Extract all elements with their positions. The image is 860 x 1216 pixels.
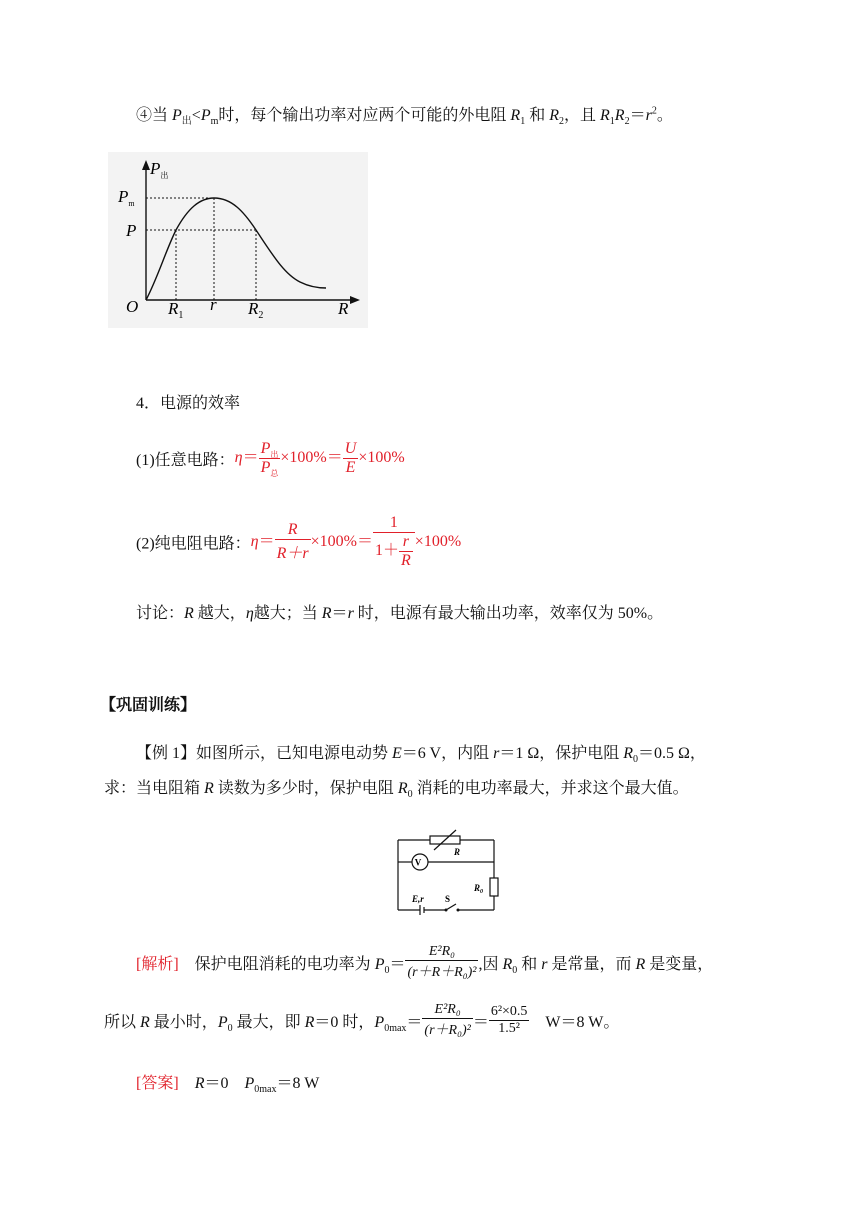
origin-label: O <box>126 297 139 316</box>
example-line-2: 求：当电阻箱 R 读数为多少时，保护电阻 $R_0$ 消耗的电功率最大，并求这个最大值。 <box>104 780 689 801</box>
analysis-fraction-3: $\frac{\text{6²×0.5}}{\text{1.5²}}$ <box>490 1004 528 1036</box>
section-4-title: 4．电源的效率 <box>136 395 241 412</box>
r1-label: $R_1$ <box>168 299 184 321</box>
switch-label: S <box>445 894 451 904</box>
graph-background <box>108 152 368 328</box>
efficiency-any-circuit: (1)任意电路：η＝ $\frac{P_出}{P_总}$ ×100%＝ $\frac{U}{E}$ ×100% <box>136 440 405 479</box>
efficiency-fraction-voltage: $\frac{U}{E}$ <box>344 440 357 476</box>
answer-line: [答案] R＝0 $P_{0max}=8$ W <box>136 1075 320 1096</box>
power-curve-graph <box>108 152 368 328</box>
example-line-1: 【例 1】如图所示，已知电源电动势 E＝6 V，内阻 r＝1 Ω，保护电阻 $R_0=0.5$ Ω， <box>136 745 706 766</box>
efficiency-fraction-resistance: $\frac{R}{R+r}$ <box>276 521 309 562</box>
y-axis-label: $P_出$ <box>150 159 169 180</box>
rheostat-label: R <box>454 847 461 857</box>
analysis-line-1: [解析] 保护电阻消耗的电功率为 $P_0=$ $\frac{\text{E²R₀}}{\text{(r＋R＋R₀)²}}$ ,因 $R_0$ 和 r 是常量，而 R 是变量， <box>136 944 714 980</box>
pm-label: $P_m$ <box>118 187 135 208</box>
item4-line: ④当 $P_出<P_m$时，每个输出功率对应两个可能的外电阻 $R_1$ 和 $R_2$，且 $R_1R_2=r^2$。 <box>136 105 673 128</box>
switch-icon <box>446 904 456 910</box>
discussion-line: 讨论：R 越大，η越大；当 R＝r 时，电源有最大输出功率，效率仅为 50%。 <box>136 605 664 622</box>
r0-label: $R_0$ <box>474 883 484 895</box>
battery-label: E,r <box>412 894 424 904</box>
efficiency-pure-resistive: (2)纯电阻电路：η＝ $\frac{R}{R+r}$ ×100%＝ 1 1＋ $\frac{r}{R}$ ×100% <box>136 514 462 569</box>
voltmeter-label: V <box>414 857 422 868</box>
r-label: r <box>210 295 217 314</box>
consolidation-heading: 【巩固训练】 <box>100 697 197 714</box>
efficiency-fraction-power: $\frac{P_出}{P_总}$ <box>260 440 279 479</box>
x-axis-label: R <box>338 299 349 318</box>
p-label: P <box>126 221 137 240</box>
r0-resistor <box>490 878 498 896</box>
analysis-fraction-2: $\frac{\text{E²R₀}}{\text{(r＋R₀)²}}$ <box>424 1002 471 1038</box>
analysis-line-2: 所以 R 最小时，$P_0$ 最大，即 R＝0 时，$P_{0max}=$ $\frac{\text{E²R₀}}{\text{(r＋R₀)²}}$ ＝ $\frac{\text{6²×0.5}}{\text{1.5²}}$ W＝8 W。 <box>104 1002 620 1038</box>
r2-label: $R_2$ <box>248 299 264 321</box>
analysis-fraction-1: $\frac{\text{E²R₀}}{\text{(r＋R＋R₀)²}}$ <box>407 944 477 980</box>
circuit-diagram <box>390 828 502 920</box>
efficiency-fraction-ratio: 1 1＋ $\frac{r}{R}$ <box>373 514 415 570</box>
